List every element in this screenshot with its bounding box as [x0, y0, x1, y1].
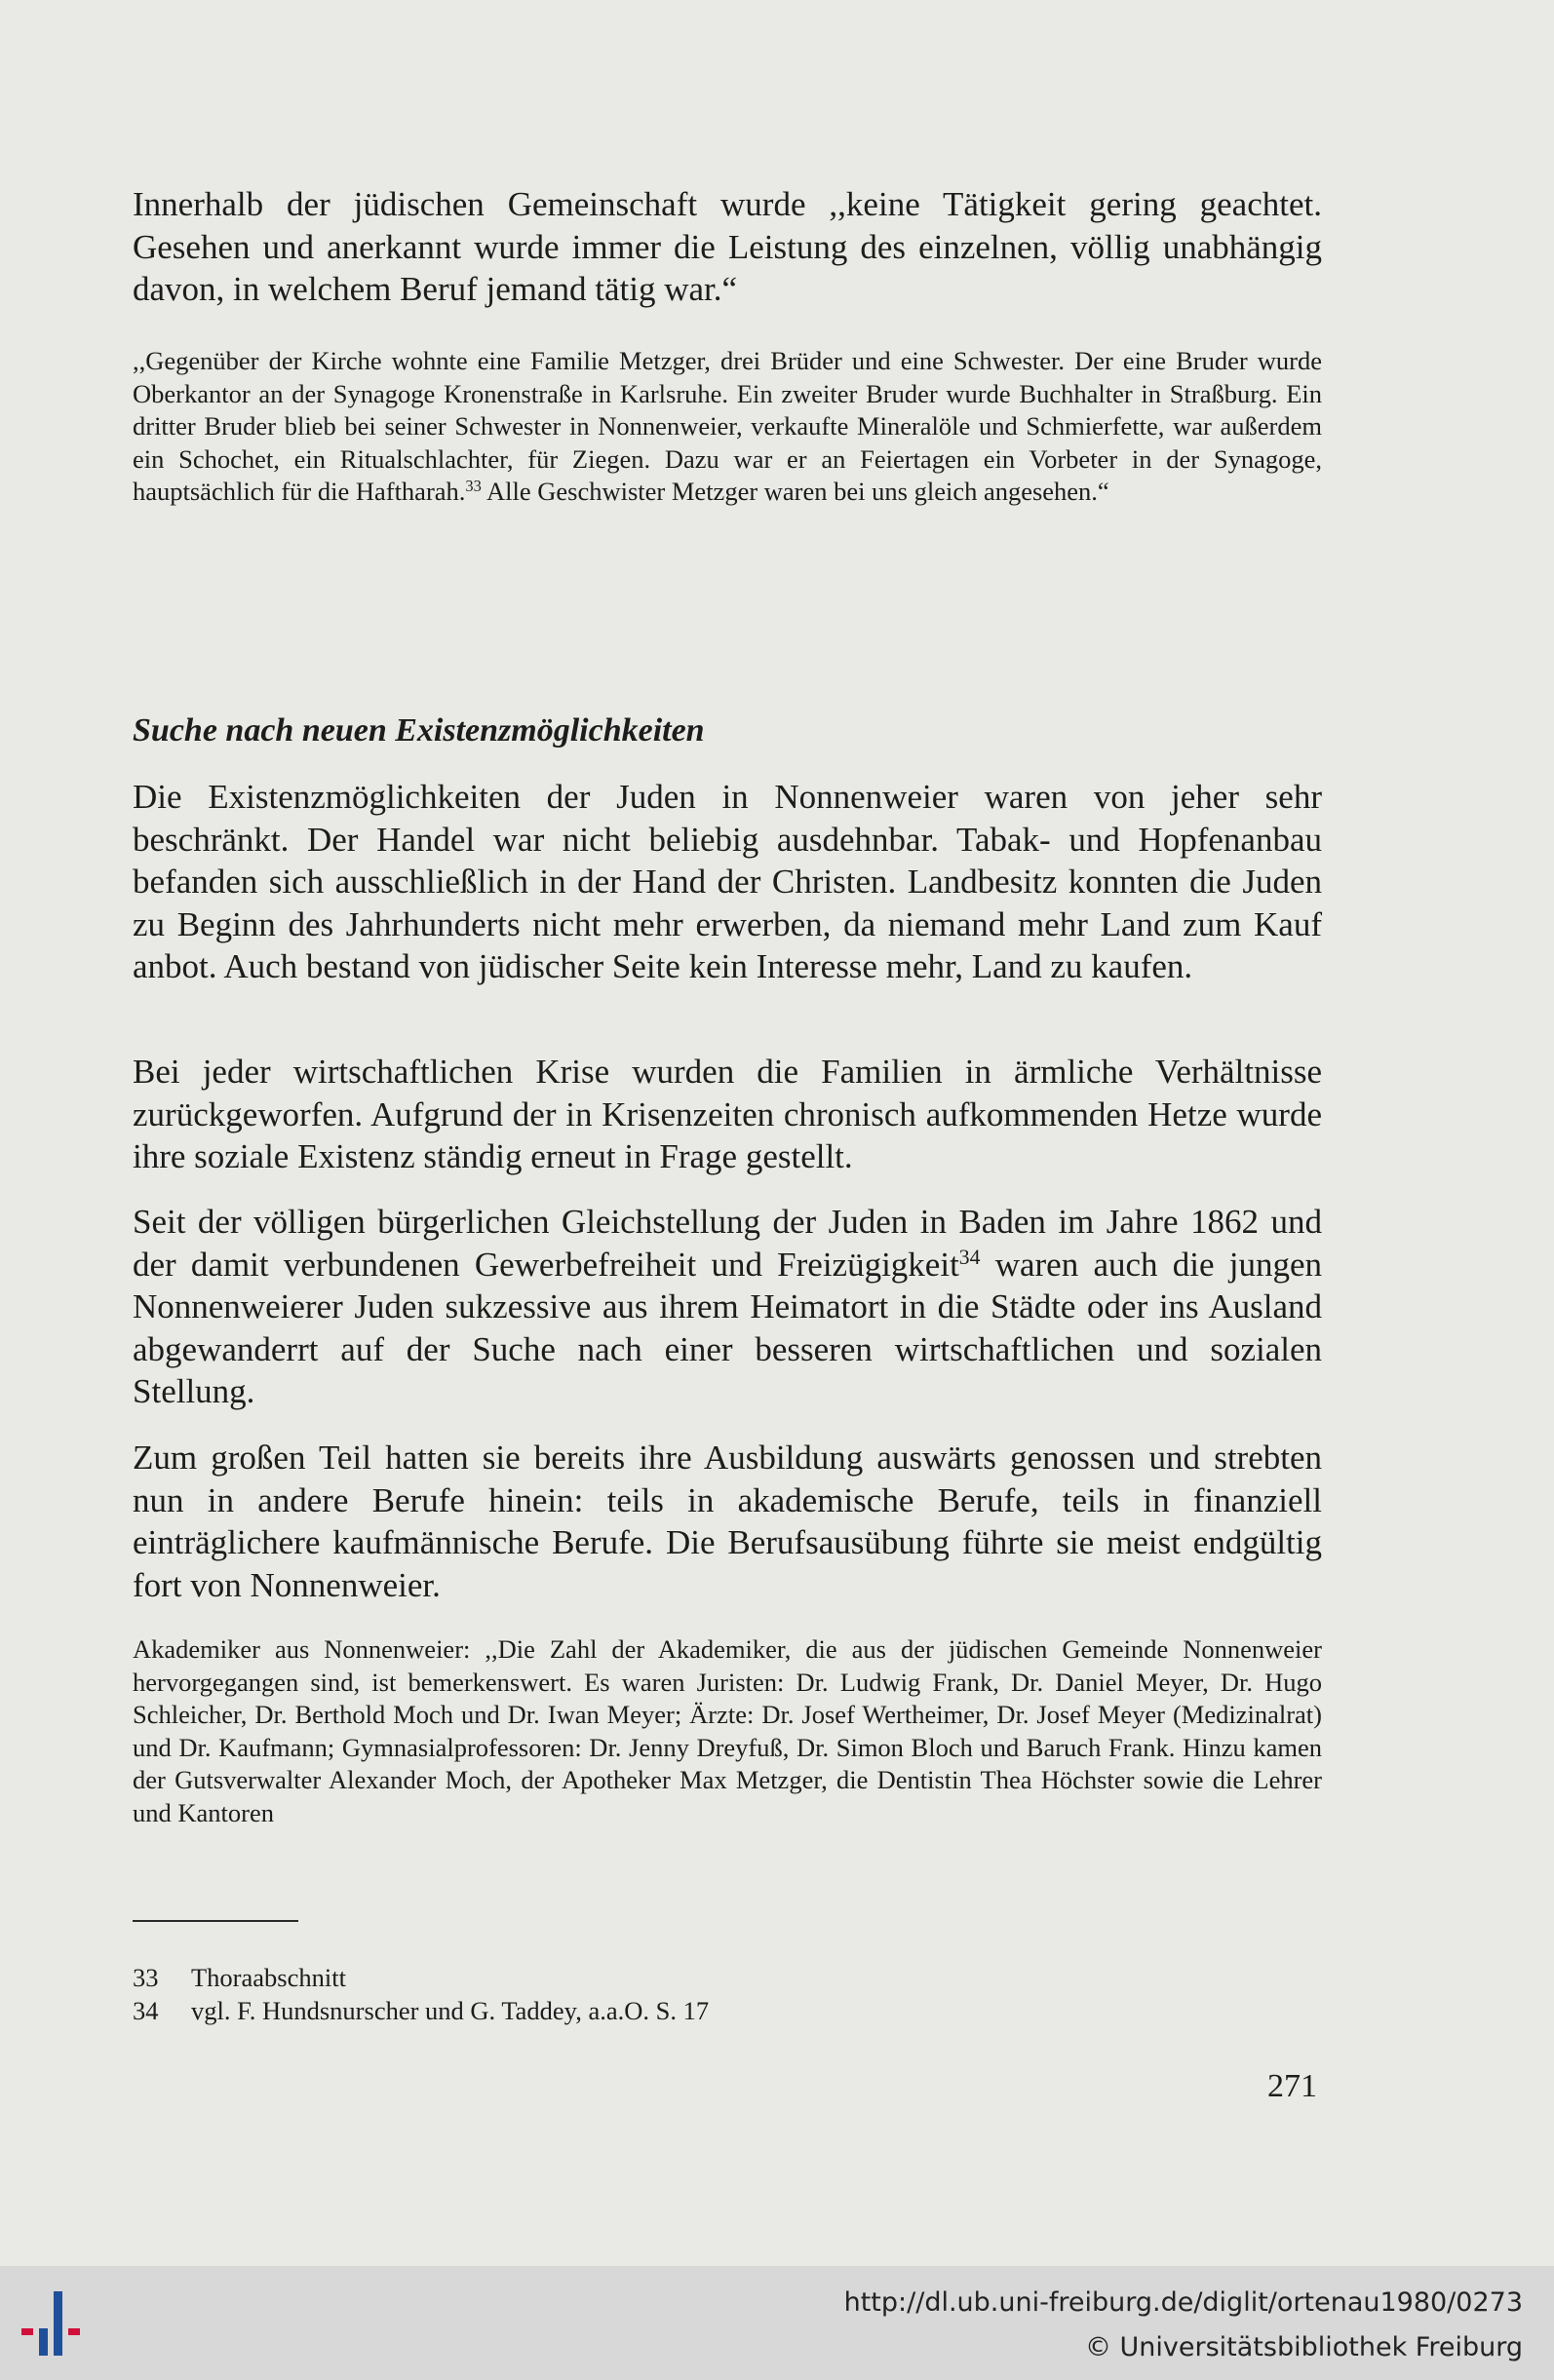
quote-akademiker: [133, 1633, 1322, 1829]
paragraph-text: Bei jeder wirtschaftlichen Krise wurden die Familien in ärmliche Verhältnisse zurückgeworfen. Aufgrund der in Krisenzeiten chronisch aufkommenden Hetze wurde ihre soziale Existenz ständig erneut in Frage gestellt.: [133, 1053, 1322, 1175]
paragraph-gleichstellung: [133, 1201, 1322, 1413]
ub-freiburg-logo-icon[interactable]: [21, 2285, 99, 2363]
footnotes: [133, 1961, 709, 2027]
paragraph-krise: [133, 1051, 1322, 1178]
quote-text: ,,Gegenüber der Kirche wohnte eine Familie Metzger, drei Brüder und eine Schwester. Der eine Bruder wurde Oberkantor an der Synagoge Kronenstraße in Karlsruhe. Ein zweiter Bruder wurde Buchhalter in Straßburg. Ein dritter Bruder blieb bei seiner Schwester in Nonnenweier, verkaufte Mineralöle und Schmierfette, war außerdem ein Schochet, ein Ritualschlachter, für Ziegen. Dazu war er an Feiertagen ein Vorbeter in der Synagoge, hauptsächlich für die Haftharah.: [133, 346, 1322, 506]
paragraph-text-end: waren auch die jungen Nonnenweierer Juden sukzessive aus ihrem Heimatort in die Städte oder ins Ausland abgewanderrt auf der Suche nach einer besseren wirtschaftlichen und sozialen Stellung.: [133, 1245, 1322, 1410]
paragraph-intro: [133, 183, 1322, 311]
section-title: Suche nach neuen Existenzmöglichkeiten: [133, 712, 705, 749]
paragraph-text: Innerhalb der jüdischen Gemeinschaft wurde ,,keine Tätigkeit gering geachtet. Gesehen und anerkannt wurde immer die Leistung des einzelnen, völlig unabhängig davon, in welchem Beruf jemand tätig war.“: [133, 185, 1322, 308]
page-number: 271: [1267, 2068, 1317, 2104]
footnote-number: 33: [133, 1963, 159, 1992]
source-url-link[interactable]: http://dl.ub.uni-freiburg.de/diglit/ortenau1980/0273: [843, 2287, 1523, 2318]
paragraph-existenz: [133, 776, 1322, 988]
copyright-notice: © Universitätsbibliothek Freiburg: [1084, 2332, 1523, 2362]
footer-bar: [0, 2266, 1554, 2380]
paragraph-text: Seit der völligen bürgerlichen Gleichstellung der Juden in Baden im Jahre 1862 und der damit verbundenen Gewerbefreiheit und Freizügigkeit: [133, 1203, 1322, 1284]
footnote-ref-33[interactable]: 33: [465, 476, 482, 495]
paragraph-ausbildung: [133, 1437, 1322, 1606]
section-heading: [133, 711, 1322, 750]
quote-text-end: Alle Geschwister Metzger waren bei uns gleich angesehen.“: [481, 477, 1109, 506]
quote-text: Akademiker aus Nonnenweier: ,,Die Zahl der Akademiker, die aus der jüdischen Gemeinde Nonnenweier hervorgegangen sind, ist bemerkenswert. Es waren Juristen: Dr. Ludwig Frank, Dr. Daniel Meyer, Dr. Hugo Schleicher, Dr. Berthold Moch und Dr. Iwan Meyer; Ärzte: Dr. Josef Wertheimer, Dr. Josef Meyer (Medizinalrat) und Dr. Kaufmann; Gymnasialprofessoren: Dr. Jenny Dreyfuß, Dr. Simon Bloch und Baruch Frank. Hinzu kamen der Gutsverwalter Alexander Moch, der Apotheker Max Metzger, die Dentistin Thea Höchster sowie die Lehrer und Kantoren: [133, 1634, 1322, 1827]
footnote-ref-34[interactable]: 34: [958, 1245, 981, 1269]
footnote-34: [133, 1994, 709, 2027]
footnote-divider: [133, 1920, 298, 1922]
footnote-33: [133, 1961, 709, 1994]
footnote-text: vgl. F. Hundsnurscher und G. Taddey, a.a.O. S. 17: [191, 1996, 710, 2025]
paragraph-text: Zum großen Teil hatten sie bereits ihre Ausbildung auswärts genossen und strebten nun in andere Berufe hinein: teils in akademische Berufe, teils in finanziell einträglichere kaufmännische Berufe. Die Berufsausübung führte sie meist endgültig fort von Nonnenweier.: [133, 1439, 1322, 1604]
paragraph-text: Die Existenzmöglichkeiten der Juden in Nonnenweier waren von jeher sehr beschränkt. Der Handel war nicht beliebig ausdehnbar. Tabak- und Hopfenanbau befanden sich ausschließlich in der Hand der Christen. Landbesitz konnten die Juden zu Beginn des Jahrhunderts nicht mehr erwerben, da niemand mehr Land zum Kauf anbot. Auch bestand von jüdischer Seite kein Interesse mehr, Land zu kaufen.: [133, 778, 1322, 985]
footnote-text: Thoraabschnitt: [191, 1963, 346, 1992]
quote-metzger: [133, 345, 1322, 509]
footnote-number: 34: [133, 1996, 159, 2025]
